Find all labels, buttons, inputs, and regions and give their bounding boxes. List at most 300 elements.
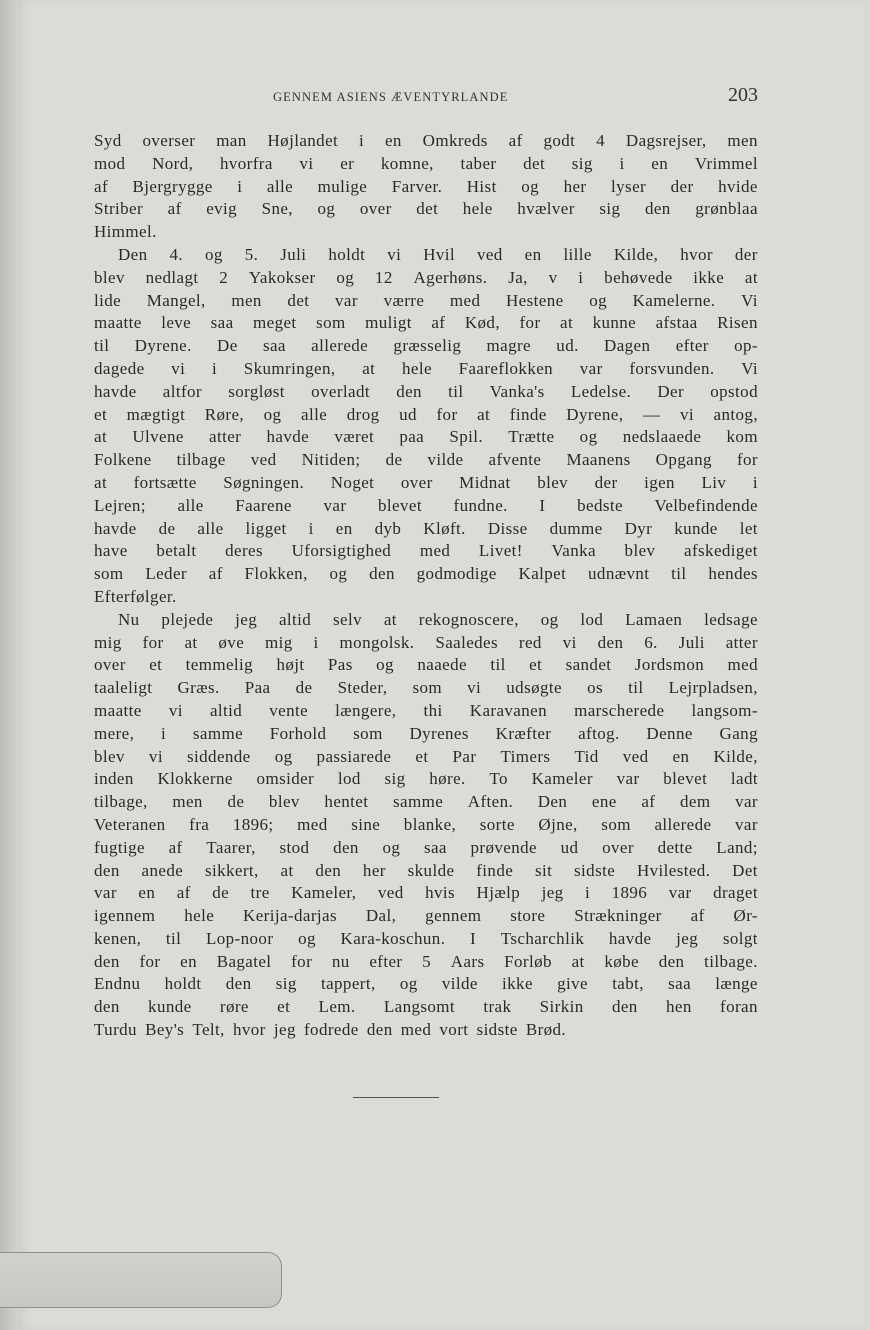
word: nu bbox=[331, 951, 350, 971]
word: jeg bbox=[235, 609, 258, 629]
word: sorte bbox=[479, 814, 515, 834]
word: mig bbox=[94, 632, 122, 652]
word: med bbox=[400, 1020, 432, 1040]
word: sig bbox=[599, 199, 621, 219]
word: for bbox=[436, 404, 458, 424]
word: de bbox=[227, 792, 245, 812]
text-line bbox=[94, 130, 758, 153]
word: Kara-koschun. bbox=[340, 928, 446, 948]
text-line bbox=[94, 312, 758, 335]
word: alle bbox=[301, 404, 328, 424]
word: vi bbox=[171, 358, 186, 378]
word: sikkert, bbox=[204, 860, 259, 880]
word: dyb bbox=[374, 518, 402, 538]
word: komne, bbox=[380, 153, 434, 173]
text-line bbox=[94, 472, 758, 495]
page-number: 203 bbox=[728, 84, 758, 106]
text-line bbox=[94, 518, 758, 541]
word: lille bbox=[563, 244, 592, 264]
word: som bbox=[316, 313, 346, 333]
word: hvælver bbox=[517, 199, 575, 219]
word: fodrede bbox=[304, 1020, 359, 1040]
word: i bbox=[358, 131, 365, 150]
word: kunde bbox=[148, 997, 192, 1017]
text-line bbox=[94, 905, 758, 928]
word: red bbox=[518, 632, 542, 652]
word: af bbox=[94, 176, 109, 196]
word: sidste bbox=[574, 860, 616, 880]
word: paa bbox=[399, 427, 425, 447]
word: med bbox=[297, 814, 328, 834]
word: rekognoscere, bbox=[418, 609, 519, 629]
text-line bbox=[94, 290, 758, 313]
word: vilde bbox=[427, 450, 464, 470]
word: højt bbox=[276, 655, 305, 675]
word: af bbox=[168, 837, 183, 857]
word: og bbox=[274, 746, 293, 766]
word: Bagatel bbox=[216, 951, 272, 971]
word: de bbox=[385, 450, 403, 470]
word: antog, bbox=[713, 404, 758, 424]
word: af bbox=[641, 792, 656, 812]
word: siddende bbox=[187, 746, 251, 766]
word: Par bbox=[452, 746, 477, 766]
word: Hjælp bbox=[476, 883, 521, 903]
word: altfor bbox=[162, 381, 202, 401]
word: over bbox=[400, 472, 433, 492]
word: Ledelse. bbox=[570, 381, 632, 401]
word: Timers bbox=[500, 746, 551, 766]
word: Kameler, bbox=[291, 883, 357, 903]
word: Lejrpladsen, bbox=[668, 678, 758, 698]
word: til bbox=[448, 381, 464, 401]
text-line bbox=[94, 951, 758, 974]
word: Vanka bbox=[551, 541, 596, 561]
word: et bbox=[529, 655, 543, 675]
word: vi bbox=[562, 632, 577, 652]
word: der bbox=[734, 244, 758, 264]
word: Juli bbox=[280, 244, 307, 264]
word: havde bbox=[608, 928, 652, 948]
word: og bbox=[298, 928, 316, 948]
text-line bbox=[94, 814, 758, 837]
word: Faareflokken bbox=[458, 358, 554, 378]
word: hendes bbox=[708, 564, 758, 584]
word: mægtigt bbox=[126, 404, 186, 424]
word: Land; bbox=[716, 837, 758, 857]
word: var bbox=[668, 883, 692, 903]
word: Livet! bbox=[478, 541, 523, 561]
word: anede bbox=[141, 860, 184, 880]
word: leve bbox=[161, 313, 192, 333]
word: overladt bbox=[311, 381, 371, 401]
running-title: GENNEM ASIENS ÆVENTYRLANDE bbox=[273, 90, 509, 104]
word: Ja, bbox=[508, 267, 528, 287]
word: over bbox=[602, 837, 634, 857]
word: sig bbox=[571, 153, 593, 173]
word: at bbox=[94, 427, 108, 447]
word: Hvilested. bbox=[636, 860, 711, 880]
word: marscherede bbox=[574, 700, 665, 720]
word: den bbox=[644, 199, 671, 219]
word: hele bbox=[401, 358, 432, 378]
word: Dyr bbox=[624, 518, 653, 538]
word: over bbox=[94, 655, 126, 675]
text-line bbox=[94, 677, 758, 700]
word: men bbox=[172, 792, 203, 812]
word: til bbox=[490, 655, 506, 675]
word: tre bbox=[250, 883, 270, 903]
word: vi bbox=[148, 746, 163, 766]
word: behøvede bbox=[604, 267, 673, 287]
word: thi bbox=[423, 700, 443, 720]
word: for bbox=[139, 951, 161, 971]
word: et bbox=[94, 404, 108, 424]
word: Lejren; bbox=[94, 495, 146, 515]
word: var bbox=[323, 495, 347, 515]
word: altid bbox=[278, 609, 312, 629]
word: hvor bbox=[232, 1020, 266, 1040]
text-line bbox=[94, 335, 758, 358]
word: lide bbox=[94, 290, 122, 310]
word: Det bbox=[732, 860, 758, 880]
text-line bbox=[94, 563, 758, 586]
word: alle bbox=[197, 518, 224, 538]
word: sit bbox=[534, 860, 553, 880]
word: der bbox=[670, 176, 694, 196]
word: de bbox=[158, 518, 176, 538]
word: var bbox=[579, 358, 603, 378]
word: Midnat bbox=[459, 472, 511, 492]
word: ved bbox=[476, 244, 503, 264]
word: Pas bbox=[327, 655, 353, 675]
word: let bbox=[739, 518, 758, 538]
word: havde bbox=[266, 427, 310, 447]
word: Den bbox=[118, 244, 148, 264]
word: Græs. bbox=[177, 678, 220, 698]
word: kom bbox=[726, 427, 758, 447]
word: Tid bbox=[574, 746, 599, 766]
word: solgt bbox=[722, 928, 758, 948]
word: Klokkerne bbox=[157, 769, 233, 789]
word: samme bbox=[192, 723, 244, 743]
word: havde bbox=[94, 381, 137, 401]
word: temmelig bbox=[185, 655, 254, 675]
word: i bbox=[211, 358, 218, 378]
word: Efterfølger. bbox=[94, 586, 177, 606]
word: fortsætte bbox=[133, 472, 197, 492]
word: Ulvene bbox=[132, 427, 184, 447]
word: Kilde, bbox=[613, 244, 659, 264]
word: med bbox=[419, 541, 451, 561]
word: været bbox=[334, 427, 375, 447]
word: lod bbox=[580, 609, 604, 629]
word: for bbox=[736, 450, 758, 470]
word: en bbox=[335, 518, 353, 538]
word: bedste bbox=[577, 495, 623, 515]
word: udsøgte bbox=[506, 678, 562, 698]
word: og bbox=[204, 244, 223, 264]
word: 4. bbox=[169, 244, 184, 264]
word: forsvunden. bbox=[629, 358, 715, 378]
word: af bbox=[690, 906, 705, 926]
word: Taarer, bbox=[206, 837, 256, 857]
word: sig bbox=[384, 769, 406, 789]
word: udnævnt bbox=[588, 564, 650, 584]
word: her bbox=[362, 860, 386, 880]
word: taaleligt bbox=[94, 678, 153, 698]
word: den bbox=[369, 564, 395, 584]
word: Forløb bbox=[504, 951, 552, 971]
word: en bbox=[651, 153, 669, 173]
word: Telt, bbox=[192, 1020, 225, 1040]
word: det bbox=[287, 290, 310, 310]
word: Velbefindende bbox=[654, 495, 758, 515]
word: købe bbox=[604, 951, 640, 971]
page-gutter-shadow bbox=[0, 0, 18, 1330]
word: var bbox=[735, 792, 758, 812]
word: nedlagt bbox=[145, 267, 199, 287]
text-line bbox=[94, 746, 758, 769]
word: Leder bbox=[145, 564, 187, 584]
text-line bbox=[94, 358, 758, 381]
word: af bbox=[431, 313, 446, 333]
word: en bbox=[384, 131, 402, 150]
word: som bbox=[94, 564, 124, 584]
word: med bbox=[727, 655, 758, 675]
word: og bbox=[376, 655, 394, 675]
word: evig bbox=[206, 199, 238, 219]
word: Striber bbox=[94, 199, 144, 219]
word: Paa bbox=[244, 678, 271, 698]
word: længere, bbox=[335, 700, 397, 720]
word: blev bbox=[537, 472, 569, 492]
text-line bbox=[94, 540, 758, 563]
word: dem bbox=[679, 792, 711, 812]
word: sine bbox=[351, 814, 381, 834]
word: til bbox=[165, 928, 182, 948]
word: og bbox=[579, 427, 598, 447]
word: os bbox=[587, 678, 603, 698]
word: ud bbox=[399, 404, 417, 424]
word: opstod bbox=[710, 381, 758, 401]
word: altid bbox=[209, 700, 243, 720]
word: blev bbox=[94, 746, 125, 766]
word: jeg bbox=[676, 928, 699, 948]
word: vi bbox=[387, 244, 402, 264]
word: værre bbox=[383, 290, 425, 310]
word: Syd bbox=[94, 131, 122, 150]
word: i bbox=[160, 723, 167, 743]
word: finde bbox=[476, 860, 514, 880]
word: at bbox=[571, 951, 585, 971]
word: havde bbox=[94, 518, 137, 538]
word: Saaledes bbox=[435, 632, 499, 652]
word: i bbox=[752, 472, 758, 492]
library-label-sticker bbox=[0, 1252, 282, 1308]
word: give bbox=[557, 974, 588, 994]
word: og bbox=[317, 199, 336, 219]
word: Søgningen. bbox=[223, 472, 305, 492]
word: den bbox=[366, 1020, 393, 1040]
word: Faarene bbox=[235, 495, 292, 515]
word: passiarede bbox=[316, 746, 392, 766]
word: som bbox=[353, 723, 383, 743]
word: vi bbox=[679, 404, 694, 424]
word: grønblaa bbox=[695, 199, 758, 219]
word: Kilde, bbox=[713, 746, 758, 766]
word: længe bbox=[715, 974, 758, 994]
word: tabt, bbox=[612, 974, 644, 994]
word: men bbox=[727, 131, 758, 150]
text-line bbox=[94, 632, 758, 655]
word: Dagen bbox=[604, 336, 651, 356]
word: den bbox=[94, 860, 120, 880]
word: at bbox=[94, 472, 108, 492]
word: og bbox=[521, 176, 540, 196]
word: Noget bbox=[330, 472, 375, 492]
word: var bbox=[94, 883, 117, 903]
word: Kløft. bbox=[423, 518, 466, 538]
word: med bbox=[449, 290, 481, 310]
word: alle bbox=[177, 495, 204, 515]
word: en bbox=[672, 746, 690, 766]
word: hvor bbox=[680, 244, 713, 264]
word: vort bbox=[439, 1020, 469, 1040]
word: Denne bbox=[646, 723, 693, 743]
word: holdt bbox=[164, 974, 202, 994]
word: den bbox=[94, 997, 120, 1017]
word: at bbox=[560, 313, 574, 333]
word: en bbox=[180, 951, 198, 971]
word: mere, bbox=[94, 723, 135, 743]
word: afstaa bbox=[655, 313, 698, 333]
word: en bbox=[138, 883, 156, 903]
word: Lem. bbox=[318, 997, 356, 1017]
word: dumme bbox=[549, 518, 603, 538]
word: Steder, bbox=[337, 678, 388, 698]
word: alle bbox=[266, 176, 294, 196]
word: stod bbox=[279, 837, 310, 857]
text-line bbox=[94, 267, 758, 290]
word: ud bbox=[560, 837, 579, 857]
word: finde bbox=[509, 404, 547, 424]
word: 12 bbox=[374, 267, 393, 287]
word: Nord, bbox=[152, 153, 194, 173]
word: af bbox=[208, 564, 223, 584]
word: høre. bbox=[429, 769, 466, 789]
text-line bbox=[94, 723, 758, 746]
word: der bbox=[594, 472, 618, 492]
word: som bbox=[412, 678, 443, 698]
word: godt bbox=[543, 131, 576, 150]
word: samme bbox=[392, 792, 444, 812]
word: maatte bbox=[94, 313, 142, 333]
word: saa bbox=[262, 336, 286, 356]
word: Aften. bbox=[467, 792, 514, 812]
word: v bbox=[548, 267, 558, 287]
word: 1896; bbox=[232, 814, 274, 834]
word: for bbox=[142, 632, 164, 652]
word: jeg bbox=[273, 1020, 296, 1040]
word: langsom- bbox=[691, 700, 758, 720]
word: Spil. bbox=[449, 427, 484, 447]
word: saa bbox=[423, 837, 447, 857]
word: blevet bbox=[663, 769, 708, 789]
word: Dagsrejser, bbox=[625, 131, 707, 150]
word: græsselig bbox=[393, 336, 462, 356]
word: hvorfra bbox=[219, 153, 273, 173]
word: selv bbox=[333, 609, 363, 629]
word: Agerhøns. bbox=[413, 267, 488, 287]
word: To bbox=[489, 769, 508, 789]
word: Jordsmon bbox=[634, 655, 705, 675]
word: blev bbox=[624, 541, 656, 561]
word: over bbox=[359, 199, 392, 219]
text-line bbox=[94, 837, 758, 860]
word: dagede bbox=[94, 358, 145, 378]
word: til bbox=[628, 678, 644, 698]
word: Endnu bbox=[94, 974, 141, 994]
text-line bbox=[94, 928, 758, 951]
word: Dal, bbox=[365, 906, 397, 926]
word: af bbox=[176, 883, 191, 903]
word: ladt bbox=[730, 769, 758, 789]
word: jeg bbox=[541, 883, 564, 903]
word: efter bbox=[675, 336, 709, 356]
text-line bbox=[94, 700, 758, 723]
word: gennem bbox=[425, 906, 482, 926]
word: lod bbox=[337, 769, 361, 789]
word: mulige bbox=[317, 176, 368, 196]
word: hele bbox=[184, 906, 215, 926]
word: Hvil bbox=[423, 244, 456, 264]
running-head bbox=[76, 86, 758, 108]
text-line bbox=[94, 381, 758, 404]
word: Dyrenes bbox=[409, 723, 469, 743]
word: og bbox=[336, 267, 355, 287]
word: 2 bbox=[219, 267, 229, 287]
word: saa bbox=[668, 974, 692, 994]
word: i bbox=[308, 518, 314, 538]
word: mongolsk. bbox=[339, 632, 415, 652]
word: og bbox=[399, 974, 418, 994]
word: men bbox=[231, 290, 262, 310]
word: Kamelerne. bbox=[632, 290, 716, 310]
word: Flokken, bbox=[244, 564, 308, 584]
word: prøvende bbox=[470, 837, 537, 857]
word: kunne bbox=[592, 313, 637, 333]
word: Der bbox=[657, 381, 685, 401]
word: af bbox=[508, 131, 523, 150]
word: saa bbox=[210, 313, 234, 333]
word: vente bbox=[269, 700, 309, 720]
word: i bbox=[619, 153, 625, 173]
word: hvis bbox=[425, 883, 456, 903]
text-line bbox=[94, 882, 758, 905]
word: de bbox=[212, 883, 230, 903]
word: Mangel, bbox=[146, 290, 206, 310]
word: Nu bbox=[118, 609, 140, 629]
word: blev bbox=[94, 267, 125, 287]
word: — bbox=[642, 404, 661, 424]
word: op- bbox=[734, 336, 758, 356]
word: Røre, bbox=[204, 404, 245, 424]
word: tilbage. bbox=[704, 951, 758, 971]
word: 1896 bbox=[611, 883, 648, 903]
word: det bbox=[416, 199, 439, 219]
word: den bbox=[315, 860, 342, 880]
